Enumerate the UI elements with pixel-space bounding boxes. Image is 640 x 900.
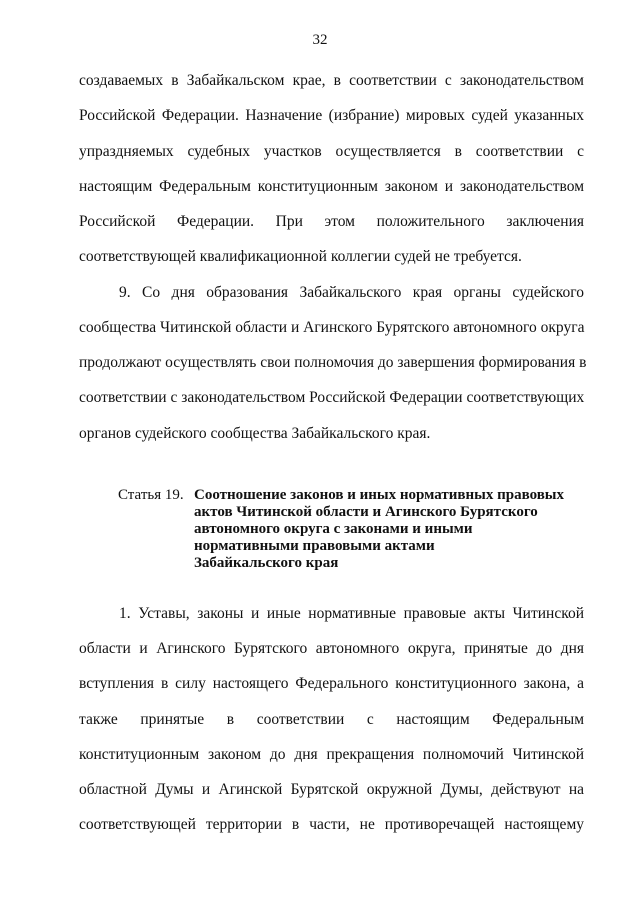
- paragraph-2-line-3: продолжают осуществлять свои полномочия до завершения формирования в: [79, 354, 587, 371]
- paragraph-3-line-3: вступления в силу настоящего Федерального конституционного закона, а: [79, 675, 584, 692]
- page-number: 32: [312, 32, 328, 48]
- article-title: [194, 487, 564, 572]
- paragraph-3-line-2: области и Агинского Бурятского автономного округа, принятые до дня: [79, 640, 584, 657]
- paragraph-1-line-5: Российской Федерации. При этом положительного заключения: [79, 213, 584, 230]
- paragraph-1-line-4: настоящим Федеральным конституционным законом и законодательством: [79, 178, 584, 195]
- paragraph-1-line-1: создаваемых в Забайкальском крае, в соответствии с законодательством: [79, 72, 584, 89]
- paragraph-1-line-3: упраздняемых судебных участков осуществляется в соответствии с: [79, 143, 584, 160]
- article-title-line-4: нормативными правовыми актами: [194, 538, 435, 554]
- paragraph-3-line-5: конституционным законом до дня прекращения полномочий Читинской: [79, 746, 584, 763]
- paragraph-2-line-5: органов судейского сообщества Забайкальского края.: [79, 425, 431, 442]
- article-label: Статья 19.: [118, 487, 184, 503]
- article-title-line-1: Соотношение законов и иных нормативных правовых: [194, 487, 565, 503]
- paragraph-3-line-6: областной Думы и Агинской Бурятской окружной Думы, действуют на: [79, 781, 584, 798]
- paragraph-3-line-7: соответствующей территории в части, не противоречащей настоящему: [79, 816, 584, 833]
- paragraph-3-line-1: 1. Уставы, законы и иные нормативные правовые акты Читинской: [119, 605, 584, 622]
- paragraph-2-line-1: 9. Со дня образования Забайкальского края органы судейского: [119, 284, 584, 301]
- article-title-line-2: актов Читинской области и Агинского Бурятского: [194, 504, 538, 520]
- article-title-line-3: автономного округа с законами и иными: [194, 521, 473, 537]
- paragraph-2-line-4: соответствии с законодательством Российской Федерации соответствующих: [79, 389, 585, 406]
- paragraph-1-line-6: соответствующей квалификационной коллегии судей не требуется.: [79, 248, 522, 265]
- article-title-line-5: Забайкальского края: [194, 555, 339, 571]
- paragraph-3-line-4: также принятые в соответствии с настоящим Федеральным: [79, 711, 584, 728]
- paragraph-2-line-2: сообщества Читинской области и Агинского Бурятского автономного округа: [79, 319, 585, 336]
- paragraph-1-line-2: Российской Федерации. Назначение (избрание) мировых судей указанных: [79, 107, 584, 124]
